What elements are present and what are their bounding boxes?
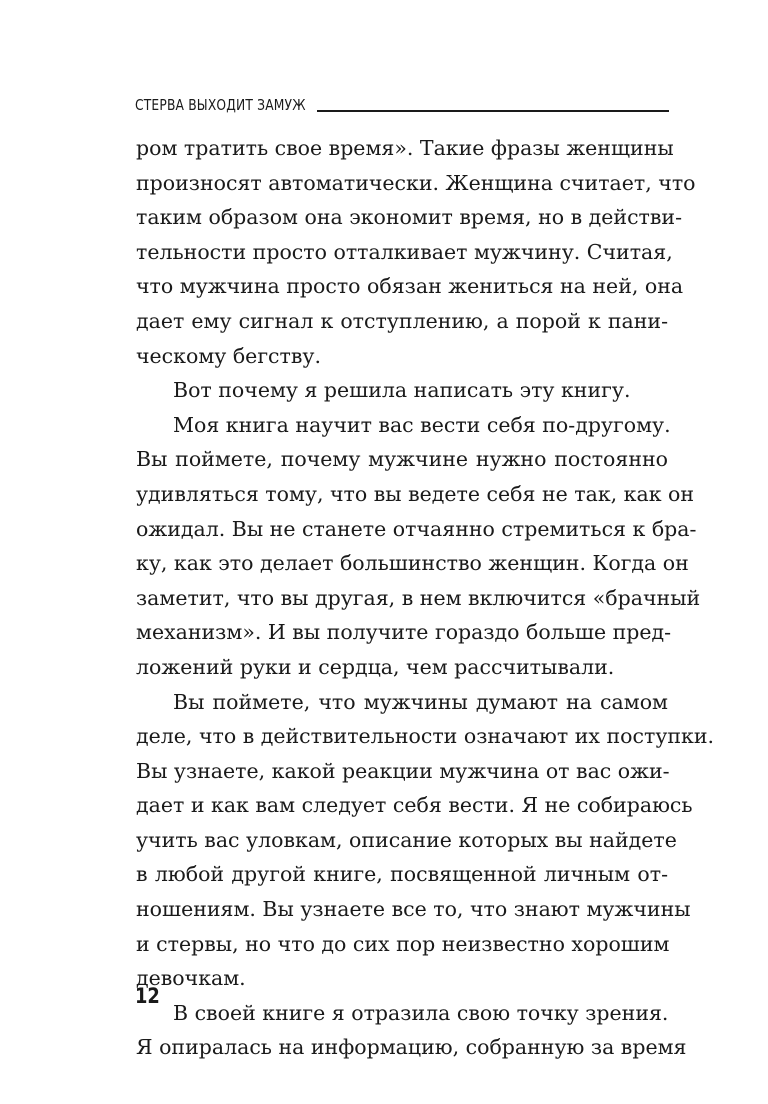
text-line: дает и как вам следует себя вести. Я не собираюсь (136, 793, 693, 818)
text-line: таким образом она экономит время, но в действи- (136, 205, 683, 230)
text-line: тельности просто отталкивает мужчину. Считая, (136, 239, 673, 264)
text-line: Вы поймете, почему мужчине нужно постоянно (136, 447, 668, 472)
text-line: ку, как это делает большинство женщин. Когда он (136, 551, 689, 576)
text-line: удивляться тому, что вы ведете себя не так, как он (136, 481, 695, 506)
running-header (135, 96, 669, 114)
body-text (136, 131, 715, 1065)
text-line: девочкам. (136, 966, 246, 991)
text-line: Вы узнаете, какой реакции мужчина от вас ожи- (136, 758, 670, 783)
text-line: Я опиралась на информацию, собранную за время (136, 1035, 687, 1060)
text-line: и стервы, но что до сих пор неизвестно хорошим (136, 931, 670, 956)
text-line: ожидал. Вы не станете отчаянно стремиться к бра- (136, 516, 697, 541)
paragraph (136, 408, 701, 685)
text-line: учить вас уловкам, описание которых вы найдете (136, 827, 677, 852)
text-line: что мужчина просто обязан жениться на ней, она (136, 274, 684, 299)
text-line: дает ему сигнал к отступлению, а порой к пани- (136, 308, 668, 333)
text-line: произносят автоматически. Женщина считает, что (136, 170, 696, 195)
text-line: в любой другой книге, посвященной личным от- (136, 862, 668, 887)
paragraph (136, 685, 715, 996)
text-line: Вы поймете, что мужчины думают на самом (173, 689, 668, 714)
paragraph (136, 131, 696, 373)
text-line: ложений руки и сердца, чем рассчитывали. (136, 654, 615, 679)
text-line: В своей книге я отразила свою точку зрения. (173, 1000, 669, 1025)
text-line: заметит, что вы другая, в нем включится «брачный (136, 585, 701, 610)
paragraph (136, 996, 687, 1065)
header-rule (317, 110, 669, 112)
text-line: ческому бегству. (136, 343, 322, 368)
text-line: ром тратить свое время». Такие фразы женщины (136, 136, 674, 160)
text-line: Моя книга научит вас вести себя по-другому. (173, 412, 671, 437)
text-line: Вот почему я решила написать эту книгу. (173, 378, 631, 403)
running-title: СТЕРВА ВЫХОДИТ ЗАМУЖ (135, 96, 306, 114)
paragraph (136, 373, 668, 408)
text-line: механизм». И вы получите гораздо больше пред- (136, 620, 672, 645)
page-number: 12 (135, 984, 160, 1008)
text-line: деле, что в действительности означают их поступки. (136, 724, 715, 749)
text-line: ношениям. Вы узнаете все то, что знают мужчины (136, 897, 691, 922)
